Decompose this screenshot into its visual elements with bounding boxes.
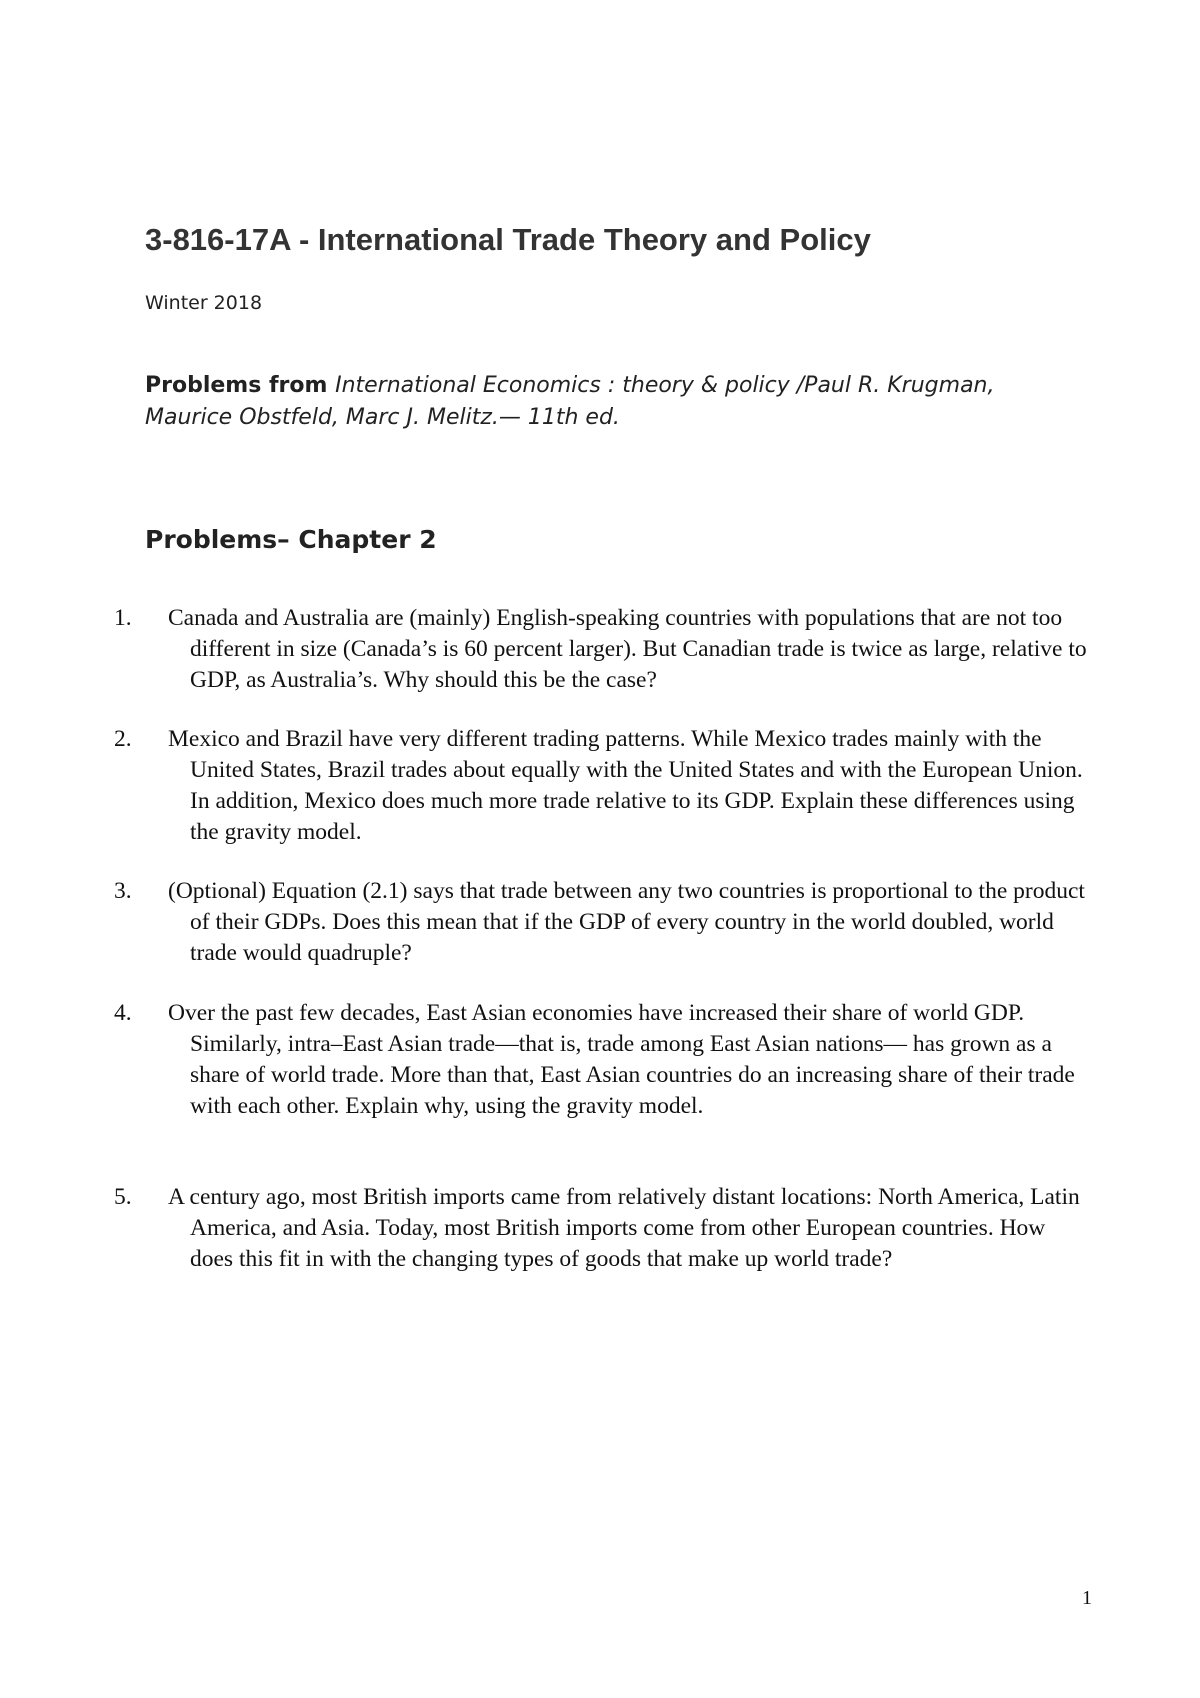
problem-number: 5. bbox=[114, 1184, 132, 1210]
problem-number: 3. bbox=[114, 878, 132, 904]
problem-text: Canada and Australia are (mainly) English-speaking countries with populations that are not too different in size (Canada’s is 60 percent larger). But Canadian trade is twice as large, relative to GDP, as Australia’s. Why should this be the case? bbox=[168, 605, 1087, 693]
term-label: Winter 2018 bbox=[145, 292, 263, 314]
source-book: International Economics : theory & policy /Paul R. Krugman, Maurice Obstfeld, Marc J. Melitz.— 11th ed. bbox=[145, 373, 995, 430]
problem-item bbox=[114, 724, 1094, 848]
course-title: 3-816-17A - International Trade Theory and Policy bbox=[145, 222, 871, 257]
problem-item bbox=[114, 876, 1094, 969]
problem-item bbox=[114, 1182, 1094, 1275]
problem-number: 4. bbox=[114, 1000, 132, 1026]
problem-text: Over the past few decades, East Asian economies have increased their share of world GDP. Similarly, intra–East Asian trade—that is, trade among East Asian nations— has grown as a share of world trade. More than that, East Asian countries do an increasing share of their trade with each other. Explain why, using the gravity model. bbox=[168, 1000, 1075, 1119]
problem-text: A century ago, most British imports came from relatively distant locations: North America, Latin America, and Asia. Today, most British imports come from other European countries. How does this fit in with the changing types of goods that make up world trade? bbox=[168, 1184, 1080, 1272]
problem-item bbox=[114, 998, 1094, 1122]
source-lead: Problems from bbox=[145, 373, 336, 398]
problem-number: 2. bbox=[114, 726, 132, 752]
page-number: 1 bbox=[1082, 1587, 1092, 1609]
problem-text: Mexico and Brazil have very different trading patterns. While Mexico trades mainly with the United States, Brazil trades about equally with the United States and with the European Union. In addition, Mexico does much more trade relative to its GDP. Explain these differences using the gravity model. bbox=[168, 726, 1083, 845]
source-reference bbox=[145, 370, 1045, 434]
problem-number: 1. bbox=[114, 605, 132, 631]
chapter-heading: Problems– Chapter 2 bbox=[145, 525, 437, 554]
problem-item bbox=[114, 603, 1094, 696]
problem-text: (Optional) Equation (2.1) says that trade between any two countries is proportional to the product of their GDPs. Does this mean that if the GDP of every country in the world doubled, world trade would quadruple? bbox=[168, 878, 1085, 966]
